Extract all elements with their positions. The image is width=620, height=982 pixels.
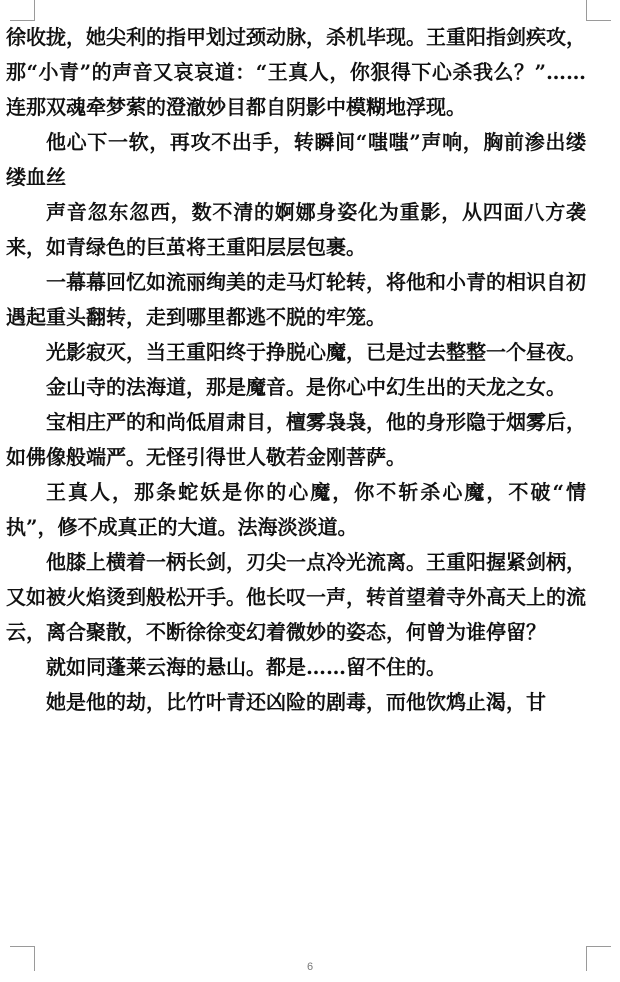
- document-body: [6, 20, 586, 720]
- paragraph: 徐收拢，她尖利的指甲划过颈动脉，杀机毕现。王重阳指剑疾攻，那“小青”的声音又哀哀道：“王真人，你狠得下心杀我么？”……连那双魂牵梦萦的澄澈妙目都自阴影中模糊地浮现。: [6, 25, 586, 119]
- paragraph: 光影寂灭，当王重阳终于挣脱心魔，已是过去整整一个昼夜。: [46, 340, 586, 364]
- crop-mark-top-right: [586, 0, 611, 21]
- paragraph: 声音忽东忽西，数不清的婀娜身姿化为重影，从四面八方袭来，如青绿色的巨茧将王重阳层层包裹。: [6, 200, 586, 259]
- paragraph: 他心下一软，再攻不出手，转瞬间“嗤嗤”声响，胸前渗出缕缕血丝: [6, 130, 586, 189]
- paragraph: 他膝上横着一柄长剑，刃尖一点冷光流离。王重阳握紧剑柄，又如被火焰烫到般松开手。他长叹一声，转首望着寺外高天上的流云，离合聚散，不断徐徐变幻着微妙的姿态，何曾为谁停留？: [6, 550, 586, 644]
- paragraph: 她是他的劫，比竹叶青还凶险的剧毒，而他饮鸩止渴，甘: [46, 690, 546, 714]
- paragraph: 王真人，那条蛇妖是你的心魔，你不斩杀心魔，不破“情执”，修不成真正的大道。法海淡淡道。: [6, 480, 586, 539]
- paragraph: 就如同蓬莱云海的悬山。都是……留不住的。: [46, 655, 446, 679]
- paragraph: 宝相庄严的和尚低眉肃目，檀雾袅袅，他的身形隐于烟雾后，如佛像般端严。无怪引得世人敬若金刚菩萨。: [6, 410, 586, 469]
- page-number: 6: [306, 961, 314, 973]
- crop-mark-top-left: [10, 0, 35, 21]
- paragraph: 一幕幕回忆如流丽绚美的走马灯轮转，将他和小青的相识自初遇起重头翻转，走到哪里都逃不脱的牢笼。: [6, 270, 586, 329]
- paragraph: 金山寺的法海道，那是魔音。是你心中幻生出的天龙之女。: [46, 375, 566, 399]
